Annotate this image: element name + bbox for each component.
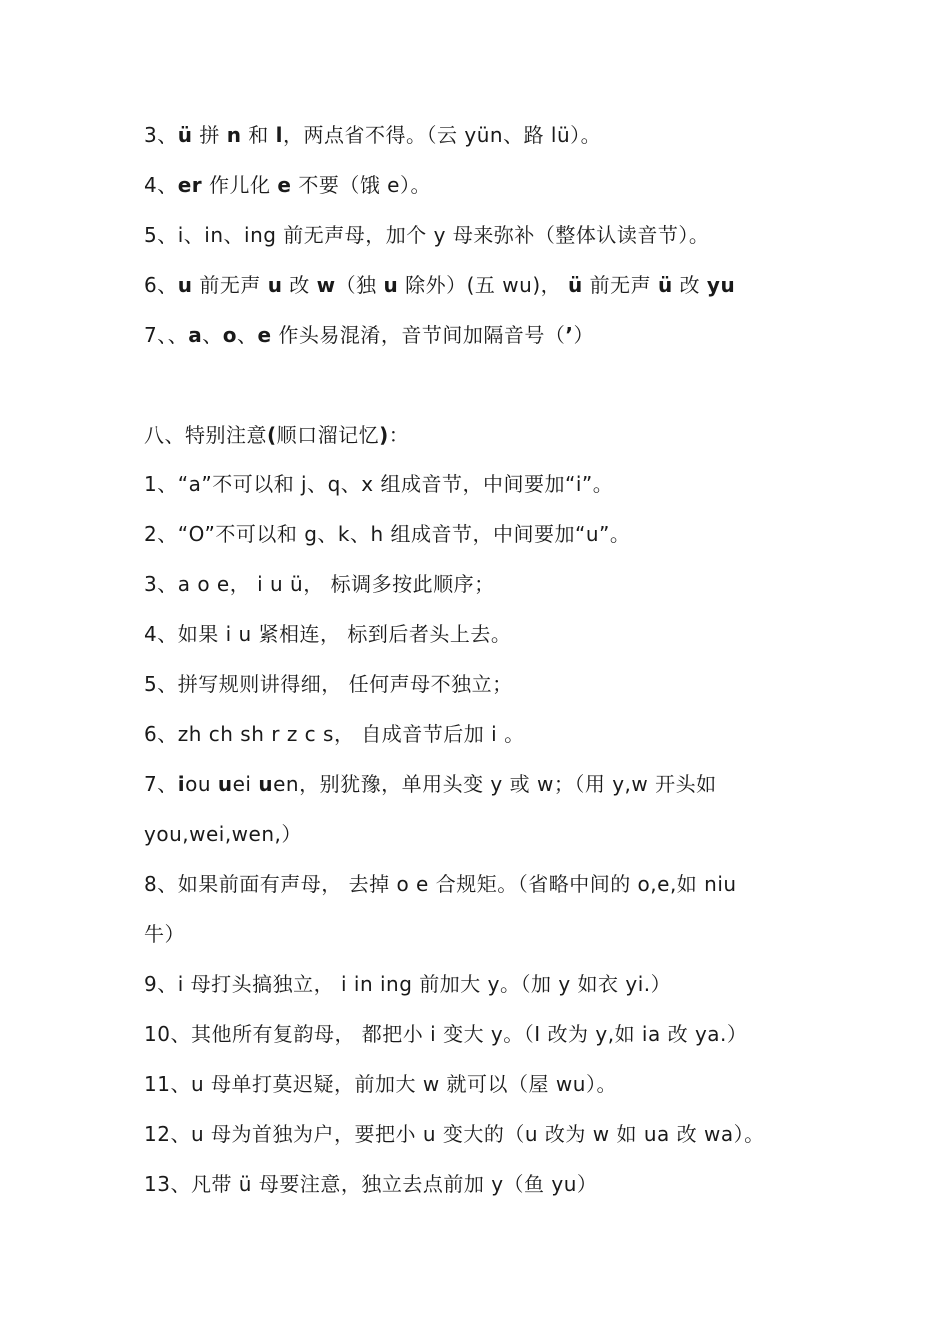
text-run: 5、i、in、ing 前无声母，加个 y 母来弥补（整体认读音节）。 <box>144 223 710 247</box>
text-run: 作儿化 <box>202 173 278 197</box>
text-run: ü <box>177 123 193 147</box>
text-run: you,wei,wen,） <box>144 822 302 846</box>
text-run: 作头易混淆，音节间加隔音号（ <box>271 323 566 347</box>
text-run: a <box>188 323 203 347</box>
text-run: ü <box>567 273 583 297</box>
text-run: w <box>316 273 336 297</box>
text-run: ü <box>657 273 673 297</box>
rule-line-bottom-6 <box>144 771 824 797</box>
rule-line-bottom-2 <box>144 571 824 597</box>
rule-line-bottom-12 <box>144 1071 824 1097</box>
text-run: 顺口溜记忆 <box>276 423 380 447</box>
text-run: ： <box>388 423 410 447</box>
rule-line-bottom-7 <box>144 821 824 847</box>
text-run: 4、 <box>144 173 178 197</box>
text-run: 8、如果前面有声母， 去掉 o e 合规矩。（省略中间的 o,e,如 niu <box>144 872 737 896</box>
text-run: u <box>177 273 193 297</box>
text-run: er <box>177 173 203 197</box>
rule-line-bottom-5 <box>144 721 824 747</box>
text-run: 改 <box>282 273 317 297</box>
text-run: 13、凡带 ü 母要注意，独立去点前加 y（鱼 yu） <box>144 1172 598 1196</box>
section-title <box>144 422 824 448</box>
text-run: ，两点省不得。（云 yün、路 lü）。 <box>283 123 602 147</box>
text-run: 5、拼写规则讲得细， 任何声母不独立； <box>144 672 513 696</box>
rule-line-top-7 <box>144 322 824 348</box>
text-run: u <box>267 273 283 297</box>
text-run: yu <box>706 273 736 297</box>
text-run: （独 <box>335 273 384 297</box>
rule-line-bottom-4 <box>144 671 824 697</box>
text-run: en，别犹豫，单用头变 y 或 w；（用 y,w 开头如 <box>273 772 717 796</box>
text-run: 2、“O”不可以和 g、k、h 组成音节，中间要加“u”。 <box>144 522 631 546</box>
rule-line-bottom-13 <box>144 1121 824 1147</box>
rule-line-bottom-14 <box>144 1171 824 1197</box>
text-run: u <box>217 772 233 796</box>
text-run: e <box>257 323 272 347</box>
text-run: 3、 <box>144 123 178 147</box>
text-run: 前无声 <box>582 273 658 297</box>
text-run: 6、 <box>144 273 178 297</box>
text-run: ei <box>232 772 259 796</box>
text-run: l <box>275 123 284 147</box>
text-run: 、 <box>202 323 223 347</box>
text-run: 3、a o e， i u ü， 标调多按此顺序； <box>144 572 495 596</box>
text-run: 1、“a”不可以和 j、q、x 组成音节，中间要加“i”。 <box>144 472 614 496</box>
rule-line-top-3 <box>144 122 824 148</box>
rule-line-bottom-3 <box>144 621 824 647</box>
text-run: 7、、 <box>144 323 189 347</box>
text-run: 11、u 母单打莫迟疑，前加大 w 就可以（屋 wu）。 <box>144 1072 617 1096</box>
rule-line-bottom-10 <box>144 971 824 997</box>
text-run: 八、特别注意 <box>144 423 267 447</box>
rule-line-bottom-0 <box>144 471 824 497</box>
text-run: 9、i 母打头搞独立， i in ing 前加大 y。（加 y 如衣 yi.） <box>144 972 672 996</box>
rule-line-bottom-9 <box>144 921 824 947</box>
text-run: u <box>383 273 399 297</box>
text-run: i <box>177 772 186 796</box>
rule-line-bottom-11 <box>144 1021 824 1047</box>
text-run: 牛） <box>144 922 185 946</box>
rule-line-top-6 <box>144 272 824 298</box>
text-run: ( <box>267 423 277 447</box>
text-run: 和 <box>241 123 276 147</box>
text-run: 不要（饿 e）。 <box>291 173 431 197</box>
text-run: 12、u 母为首独为户，要把小 u 变大的（u 改为 w 如 ua 改 wa）。 <box>144 1122 765 1146</box>
rule-line-top-5 <box>144 222 824 248</box>
text-run: u <box>258 772 274 796</box>
text-run: 10、其他所有复韵母， 都把小 i 变大 y。（I 改为 y,如 ia 改 ya.） <box>144 1022 748 1046</box>
text-run: 4、如果 i u 紧相连， 标到后者头上去。 <box>144 622 512 646</box>
text-run: ) <box>379 423 389 447</box>
text-run: 6、zh ch sh r z c s， 自成音节后加 i 。 <box>144 722 525 746</box>
text-run: e <box>277 173 292 197</box>
rule-line-bottom-8 <box>144 871 824 897</box>
text-run: ） <box>573 323 595 347</box>
rule-line-bottom-1 <box>144 521 824 547</box>
text-run: ou <box>185 772 218 796</box>
text-run: n <box>226 123 242 147</box>
text-run: 前无声 <box>192 273 268 297</box>
text-run: ’ <box>565 323 574 347</box>
text-run: 改 <box>672 273 707 297</box>
text-run: 除外）(五 wu)， <box>398 273 568 297</box>
text-run: 拼 <box>192 123 227 147</box>
text-run: 、 <box>236 323 258 347</box>
text-run: o <box>222 323 237 347</box>
rule-line-top-4 <box>144 172 824 198</box>
text-run: 7、 <box>144 772 178 796</box>
